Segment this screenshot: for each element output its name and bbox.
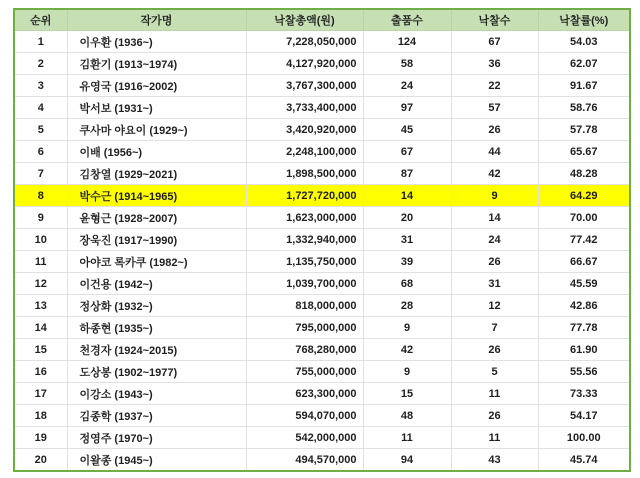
table-row (14, 207, 630, 229)
cell-total-amount: 1,332,940,000 (246, 229, 363, 251)
cell-rank: 3 (14, 75, 67, 97)
cell-artist-name: 이강소 (1943~) (67, 383, 246, 405)
cell-sold-count: 26 (451, 339, 538, 361)
cell-entries-count: 14 (363, 185, 451, 207)
cell-entries-count: 97 (363, 97, 451, 119)
table-row (14, 317, 630, 339)
column-header-rank: 순위 (14, 9, 67, 31)
cell-entries-count: 31 (363, 229, 451, 251)
cell-rank: 7 (14, 163, 67, 185)
cell-entries-count: 15 (363, 383, 451, 405)
cell-sold-rate: 58.76 (538, 97, 630, 119)
cell-total-amount: 3,420,920,000 (246, 119, 363, 141)
cell-sold-rate: 64.29 (538, 185, 630, 207)
table-row (14, 251, 630, 273)
cell-artist-name: 도상봉 (1902~1977) (67, 361, 246, 383)
cell-rank: 16 (14, 361, 67, 383)
cell-sold-rate: 91.67 (538, 75, 630, 97)
table-row (14, 427, 630, 449)
table-row (14, 75, 630, 97)
cell-rank: 9 (14, 207, 67, 229)
cell-total-amount: 795,000,000 (246, 317, 363, 339)
cell-sold-rate: 77.78 (538, 317, 630, 339)
cell-total-amount: 494,570,000 (246, 449, 363, 472)
cell-artist-name: 윤형근 (1928~2007) (67, 207, 246, 229)
auction-rank-table (13, 8, 631, 472)
cell-total-amount: 3,767,300,000 (246, 75, 363, 97)
cell-sold-rate: 65.67 (538, 141, 630, 163)
cell-rank: 15 (14, 339, 67, 361)
column-header-entries: 출품수 (363, 9, 451, 31)
cell-sold-rate: 73.33 (538, 383, 630, 405)
cell-rank: 17 (14, 383, 67, 405)
table-row (14, 449, 630, 472)
cell-entries-count: 67 (363, 141, 451, 163)
cell-sold-count: 44 (451, 141, 538, 163)
cell-total-amount: 1,727,720,000 (246, 185, 363, 207)
cell-entries-count: 20 (363, 207, 451, 229)
cell-entries-count: 87 (363, 163, 451, 185)
cell-total-amount: 7,228,050,000 (246, 31, 363, 53)
cell-sold-rate: 61.90 (538, 339, 630, 361)
cell-sold-rate: 77.42 (538, 229, 630, 251)
cell-total-amount: 768,280,000 (246, 339, 363, 361)
cell-artist-name: 쿠사마 야요이 (1929~) (67, 119, 246, 141)
cell-artist-name: 김종학 (1937~) (67, 405, 246, 427)
table-body (14, 31, 630, 472)
column-header-sold-count: 낙찰수 (451, 9, 538, 31)
cell-sold-count: 9 (451, 185, 538, 207)
cell-total-amount: 3,733,400,000 (246, 97, 363, 119)
cell-entries-count: 45 (363, 119, 451, 141)
table-row (14, 339, 630, 361)
cell-sold-count: 42 (451, 163, 538, 185)
cell-total-amount: 594,070,000 (246, 405, 363, 427)
table-row (14, 361, 630, 383)
cell-total-amount: 623,300,000 (246, 383, 363, 405)
cell-artist-name: 이왈종 (1945~) (67, 449, 246, 472)
cell-sold-rate: 100.00 (538, 427, 630, 449)
cell-artist-name: 유영국 (1916~2002) (67, 75, 246, 97)
cell-rank: 13 (14, 295, 67, 317)
cell-sold-count: 11 (451, 427, 538, 449)
cell-sold-rate: 48.28 (538, 163, 630, 185)
cell-entries-count: 28 (363, 295, 451, 317)
cell-artist-name: 이건용 (1942~) (67, 273, 246, 295)
cell-sold-count: 43 (451, 449, 538, 472)
cell-total-amount: 542,000,000 (246, 427, 363, 449)
cell-artist-name: 정상화 (1932~) (67, 295, 246, 317)
cell-sold-rate: 70.00 (538, 207, 630, 229)
cell-rank: 2 (14, 53, 67, 75)
cell-artist-name: 장욱진 (1917~1990) (67, 229, 246, 251)
table-row (14, 119, 630, 141)
cell-artist-name: 정영주 (1970~) (67, 427, 246, 449)
cell-entries-count: 94 (363, 449, 451, 472)
cell-entries-count: 48 (363, 405, 451, 427)
table-row (14, 97, 630, 119)
column-header-sold-rate: 낙찰률(%) (538, 9, 630, 31)
cell-sold-count: 7 (451, 317, 538, 339)
cell-total-amount: 755,000,000 (246, 361, 363, 383)
cell-artist-name: 하종현 (1935~) (67, 317, 246, 339)
cell-sold-count: 14 (451, 207, 538, 229)
cell-entries-count: 68 (363, 273, 451, 295)
cell-total-amount: 818,000,000 (246, 295, 363, 317)
cell-sold-count: 12 (451, 295, 538, 317)
cell-sold-count: 36 (451, 53, 538, 75)
cell-sold-count: 31 (451, 273, 538, 295)
cell-entries-count: 42 (363, 339, 451, 361)
table-row (14, 229, 630, 251)
table-row (14, 383, 630, 405)
table-row (14, 141, 630, 163)
cell-sold-rate: 45.59 (538, 273, 630, 295)
column-header-total-amount: 낙찰총액(원) (246, 9, 363, 31)
cell-sold-count: 26 (451, 119, 538, 141)
table-row (14, 273, 630, 295)
cell-rank: 5 (14, 119, 67, 141)
cell-sold-rate: 42.86 (538, 295, 630, 317)
table-row (14, 31, 630, 53)
cell-total-amount: 2,248,100,000 (246, 141, 363, 163)
cell-sold-rate: 55.56 (538, 361, 630, 383)
cell-entries-count: 9 (363, 317, 451, 339)
table-row (14, 405, 630, 427)
table-header-row (14, 9, 630, 31)
cell-sold-rate: 66.67 (538, 251, 630, 273)
cell-rank: 8 (14, 185, 67, 207)
cell-entries-count: 58 (363, 53, 451, 75)
cell-sold-rate: 54.03 (538, 31, 630, 53)
cell-artist-name: 박수근 (1914~1965) (67, 185, 246, 207)
cell-rank: 20 (14, 449, 67, 472)
cell-total-amount: 1,623,000,000 (246, 207, 363, 229)
cell-sold-count: 5 (451, 361, 538, 383)
cell-entries-count: 9 (363, 361, 451, 383)
cell-sold-rate: 45.74 (538, 449, 630, 472)
cell-sold-rate: 62.07 (538, 53, 630, 75)
cell-sold-rate: 54.17 (538, 405, 630, 427)
cell-rank: 18 (14, 405, 67, 427)
table-row (14, 53, 630, 75)
cell-total-amount: 1,135,750,000 (246, 251, 363, 273)
cell-sold-count: 11 (451, 383, 538, 405)
cell-total-amount: 1,898,500,000 (246, 163, 363, 185)
cell-rank: 19 (14, 427, 67, 449)
cell-sold-rate: 57.78 (538, 119, 630, 141)
cell-sold-count: 24 (451, 229, 538, 251)
table-row (14, 185, 630, 207)
cell-total-amount: 4,127,920,000 (246, 53, 363, 75)
cell-rank: 4 (14, 97, 67, 119)
cell-total-amount: 1,039,700,000 (246, 273, 363, 295)
cell-rank: 14 (14, 317, 67, 339)
cell-artist-name: 천경자 (1924~2015) (67, 339, 246, 361)
table-row (14, 295, 630, 317)
cell-rank: 11 (14, 251, 67, 273)
cell-sold-count: 22 (451, 75, 538, 97)
cell-artist-name: 아야코 록카쿠 (1982~) (67, 251, 246, 273)
cell-artist-name: 박서보 (1931~) (67, 97, 246, 119)
cell-artist-name: 김창열 (1929~2021) (67, 163, 246, 185)
cell-rank: 10 (14, 229, 67, 251)
cell-entries-count: 39 (363, 251, 451, 273)
cell-rank: 12 (14, 273, 67, 295)
cell-sold-count: 26 (451, 405, 538, 427)
cell-sold-count: 57 (451, 97, 538, 119)
cell-sold-count: 26 (451, 251, 538, 273)
cell-rank: 1 (14, 31, 67, 53)
cell-sold-count: 67 (451, 31, 538, 53)
cell-artist-name: 이우환 (1936~) (67, 31, 246, 53)
column-header-artist-name: 작가명 (67, 9, 246, 31)
cell-artist-name: 김환기 (1913~1974) (67, 53, 246, 75)
cell-entries-count: 124 (363, 31, 451, 53)
cell-artist-name: 이배 (1956~) (67, 141, 246, 163)
table-row (14, 163, 630, 185)
cell-entries-count: 24 (363, 75, 451, 97)
cell-rank: 6 (14, 141, 67, 163)
cell-entries-count: 11 (363, 427, 451, 449)
